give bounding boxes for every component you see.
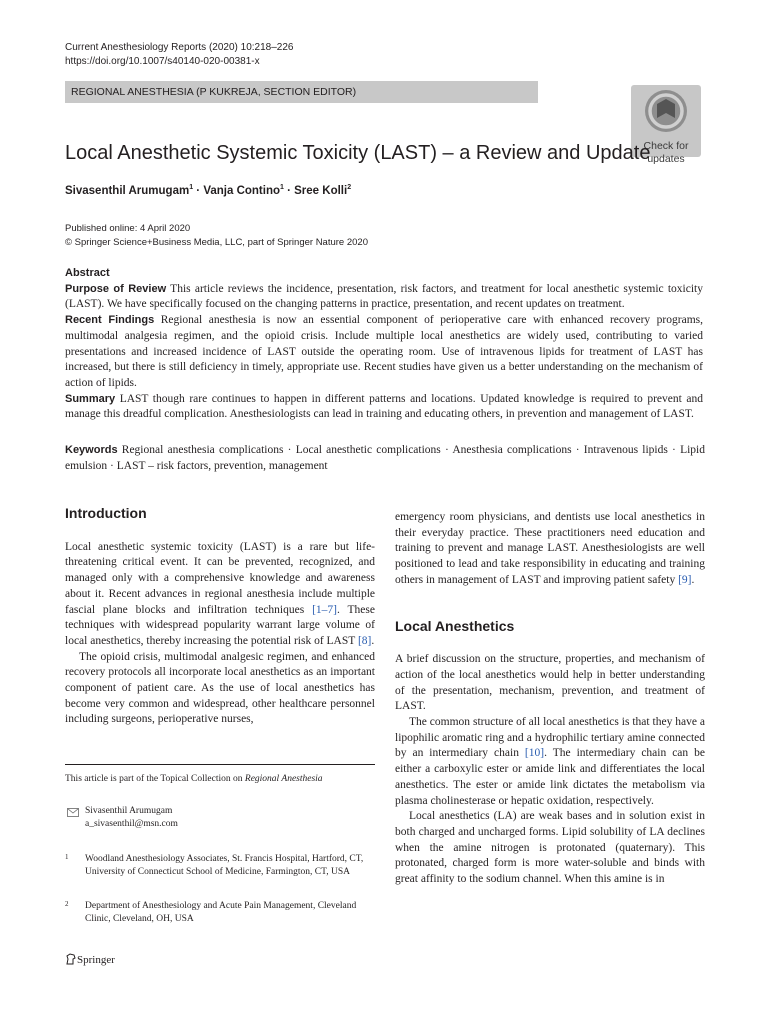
intro-text: Local anesthetic systemic toxicity (LAST) is a rare but life-threatening critical event. It can be prevented, recognized, and managed only with a comprehensive knowledge and awareness about it. Recent advances in regional anesthesia include multiple fascial plane blocks and infiltration techniques: [65, 540, 375, 616]
keywords-label: Keywords: [65, 444, 118, 456]
local-anesthetics-paragraph-1: A brief discussion on the structure, properties, and mechanism of action of the local anesthetics would help in better understanding of the presentation, mechanism, prevention, and treatment of LAST.: [395, 653, 705, 713]
author-name[interactable]: Vanja Contino: [203, 184, 280, 197]
abstract-heading: Abstract: [65, 267, 110, 279]
abstract-findings: [65, 313, 703, 392]
author-affiliation-number: 1: [189, 184, 194, 191]
check-for-updates-label-2: updates: [647, 153, 685, 165]
springer-horse-icon: [65, 953, 77, 965]
abstract: [65, 266, 703, 423]
affiliation-text: Woodland Anesthesiology Associates, St. Francis Hospital, Hartford, CT, University of Connecticut School of Medicine, Farmington, CT, USA: [85, 854, 364, 877]
footnote-divider: [65, 764, 375, 765]
corresponding-author: [65, 805, 375, 831]
abstract-summary: [65, 392, 703, 423]
left-column: [65, 506, 375, 728]
section-bar: REGIONAL ANESTHESIA (P KUKREJA, SECTION EDITOR): [65, 81, 538, 103]
keywords-text: Regional anesthesia complications · Local anesthetic complications · Anesthesia complications · Intravenous lipids · Lipid emulsion · LAST – risk factors, prevention, management: [65, 444, 705, 472]
right-column: [395, 510, 705, 888]
doi-link[interactable]: https://doi.org/10.1007/s40140-020-00381-x: [65, 56, 260, 67]
affiliation-number: 2: [65, 900, 69, 908]
affiliation-2: [65, 900, 375, 926]
introduction-heading: Introduction: [65, 505, 147, 521]
check-for-updates-label-1: Check for: [643, 140, 689, 152]
local-anesthetics-paragraph-2: [395, 715, 705, 809]
envelope-icon: [67, 808, 79, 817]
affiliation-1: [65, 853, 375, 879]
affiliation-text: Department of Anesthesiology and Acute Pain Management, Cleveland Clinic, Cleveland, OH, USA: [85, 901, 357, 924]
published-date: Published online: 4 April 2020: [65, 223, 191, 234]
citation-link[interactable]: [9]: [678, 573, 692, 586]
local-anesthetics-heading: Local Anesthetics: [395, 617, 515, 634]
citation-link[interactable]: [8]: [357, 634, 372, 647]
citation-link[interactable]: [1–7]: [312, 603, 337, 616]
intro-paragraph-1: [65, 540, 375, 650]
collection-name: Regional Anesthesia: [244, 774, 323, 784]
author-list: [65, 184, 351, 197]
author-separator: ·: [283, 184, 295, 197]
publisher-logo[interactable]: [65, 953, 115, 966]
copyright-notice: © Springer Science+Business Media, LLC, part of Springer Nature 2020: [65, 237, 368, 248]
body-text: The common structure of all local anesthetics is that they have a lipophilic aromatic ring and a hydrophilic tertiary amine connected by an intermediary chain: [395, 716, 705, 760]
affiliation-number: 1: [65, 853, 69, 861]
intro-paragraph-2: The opioid crisis, multimodal analgesic regimen, and enhanced recovery protocols all incorporate local anesthetics as an important component of patient care. As the use of local anesthetics has become very common and widespread, other healthcare personnel including surgeons, perioperative nurses,: [65, 650, 375, 726]
author-affiliation-number: 2: [347, 184, 352, 191]
purpose-text: This article reviews the incidence, presentation, risk factors, and treatment for local anesthetic systemic toxicity (LAST). We have specifically focused on the changing patterns in practice, presentation, and recent updates on treatment.: [65, 282, 703, 311]
journal-citation: Current Anesthesiology Reports (2020) 10:218–226: [65, 42, 294, 53]
citation-link[interactable]: [10]: [524, 747, 545, 760]
author-name[interactable]: Sree Kolli: [294, 184, 348, 197]
local-anesthetics-paragraph-3: Local anesthetics (LA) are weak bases and in solution exist in both charged and uncharged forms. Lipid solubility of LA declines when the amine nitrogen is protonated (quaternary). This protonated, charged form is more water-soluble and binds with great affinity to the sodium channel. When this amine is in: [395, 810, 705, 886]
author-separator: ·: [193, 184, 204, 197]
article-title: Local Anesthetic Systemic Toxicity (LAST) – a Review and Update: [65, 142, 651, 164]
check-for-updates-icon: [643, 88, 689, 134]
purpose-label: Purpose of Review: [65, 282, 167, 295]
intro-text: .: [691, 573, 695, 586]
intro-text: emergency room physicians, and dentists use local anesthetics in their everyday practice. These practitioners need education and training to prevent and manage LAST. Anesthesiologists are well positioned to lead and take responsibility in educating and training others in management of LAST and improving patient safety: [395, 511, 705, 586]
corresponding-author-name: Sivasenthil Arumugam: [85, 806, 173, 816]
summary-label: Summary: [65, 392, 116, 405]
abstract-purpose: [65, 282, 703, 313]
summary-text: LAST though rare continues to happen in different patterns and locations. Updated knowledge is required to prevent and manage this dreadful complication. Anesthesiologists can lead in training and educating others, in prevention and management of LAST.: [65, 392, 703, 421]
intro-continued-paragraph: [395, 510, 705, 589]
author-name[interactable]: Sivasenthil Arumugam: [65, 184, 190, 197]
intro-text: . These techniques with widespread popularity warrant large volume of local anesthetics, thereby increasing the potential risk of LAST: [65, 603, 375, 647]
corresponding-author-email[interactable]: a_sivasenthil@msn.com: [85, 819, 178, 829]
findings-text: Regional anesthesia is now an essential component of perioperative care with enhanced recovery programs, multimodal analgesia regimen, and the opioid crisis. Include multiple local anesthetics are widely used, contributing to varied presentations and increased incidence of LAST outside the operating room. Use of intravenous lipids for treatment of LAST has increased, but there is still deficiency in timely, appropriate use. Recent studies have given us a better understanding on the mechanism of action of lipids.: [65, 314, 703, 389]
keywords: [65, 443, 705, 474]
collection-note: [65, 773, 375, 786]
body-text: . The intermediary chain can be either a carboxylic ester or amide link and differentiates the local anesthetics. The ester or amide link dictates the metabolism via plasma cholinesterase or hepatic oxidation, respectively.: [395, 747, 705, 807]
author-affiliation-number: 1: [280, 184, 284, 191]
intro-text: .: [371, 634, 375, 647]
collection-note-text: This article is part of the Topical Collection on: [65, 774, 245, 784]
publisher-name: Springer: [77, 954, 115, 966]
findings-label: Recent Findings: [65, 314, 155, 327]
